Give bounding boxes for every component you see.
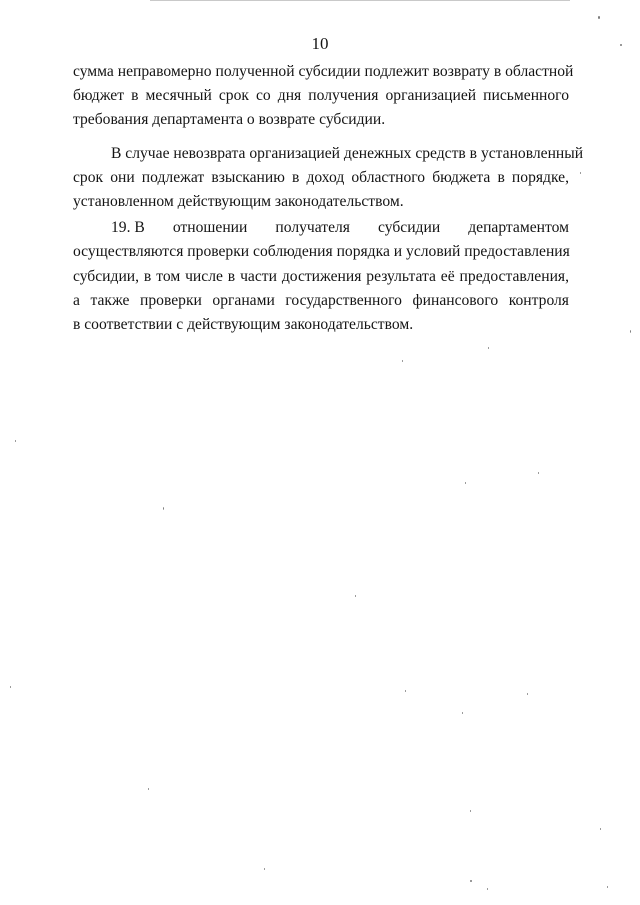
text-line: срок они подлежат взысканию в доход областного бюджета в порядке, — [73, 168, 569, 186]
scan-speck — [163, 507, 164, 510]
paragraph-clause-19 — [73, 216, 569, 337]
scan-speck — [527, 693, 528, 695]
scan-speck — [462, 712, 463, 714]
scan-edge-line — [150, 0, 570, 1]
word: получателя — [275, 219, 350, 237]
scan-speck — [607, 886, 608, 888]
page-number: 10 — [311, 34, 329, 53]
text-line: в соответствии с действующим законодательством. — [73, 316, 414, 334]
scan-speck — [10, 686, 11, 688]
paragraph-subsidy-return — [73, 60, 574, 133]
text-line: сумма неправомерно полученной субсидии подлежит возврату в областной — [73, 63, 574, 80]
scan-speck — [465, 482, 466, 484]
text-line: осуществляются проверки соблюдения порядка и условий предоставления — [73, 243, 570, 261]
word: субсидии — [378, 219, 441, 237]
scan-speck — [487, 888, 488, 890]
scan-speck — [580, 172, 581, 174]
scan-speck — [630, 330, 631, 333]
scan-speck — [600, 828, 601, 830]
scan-speck — [405, 690, 406, 692]
paragraph-non-return — [73, 142, 584, 215]
text-line: требования департамента о возврате субсидии. — [73, 111, 386, 129]
text-line: а также проверки органами государственного финансового контроля — [73, 291, 569, 309]
scan-speck — [402, 360, 403, 362]
scan-speck — [620, 44, 622, 46]
scan-speck — [355, 595, 356, 597]
text-line: бюджет в месячный срок со дня получения организацией письменного — [73, 87, 569, 105]
scan-speck — [598, 16, 600, 19]
text-line-first — [73, 216, 569, 240]
scan-speck — [470, 880, 472, 882]
document-body — [73, 60, 584, 337]
text-line: установленном действующим законодательством. — [73, 193, 404, 211]
scan-speck — [264, 868, 265, 870]
word: департаментом — [468, 219, 569, 237]
text-line: субсидии, в том числе в части достижения результата её предоставления, — [73, 267, 569, 285]
scan-speck — [15, 440, 16, 442]
clause-number-word: 19. В — [111, 219, 145, 237]
text-line: В случае невозврата организацией денежных средств в установленный — [111, 144, 584, 162]
scan-speck — [538, 472, 539, 474]
word: отношении — [172, 219, 248, 237]
scan-speck — [488, 347, 489, 349]
scan-speck — [148, 788, 149, 790]
scan-speck — [470, 810, 471, 812]
